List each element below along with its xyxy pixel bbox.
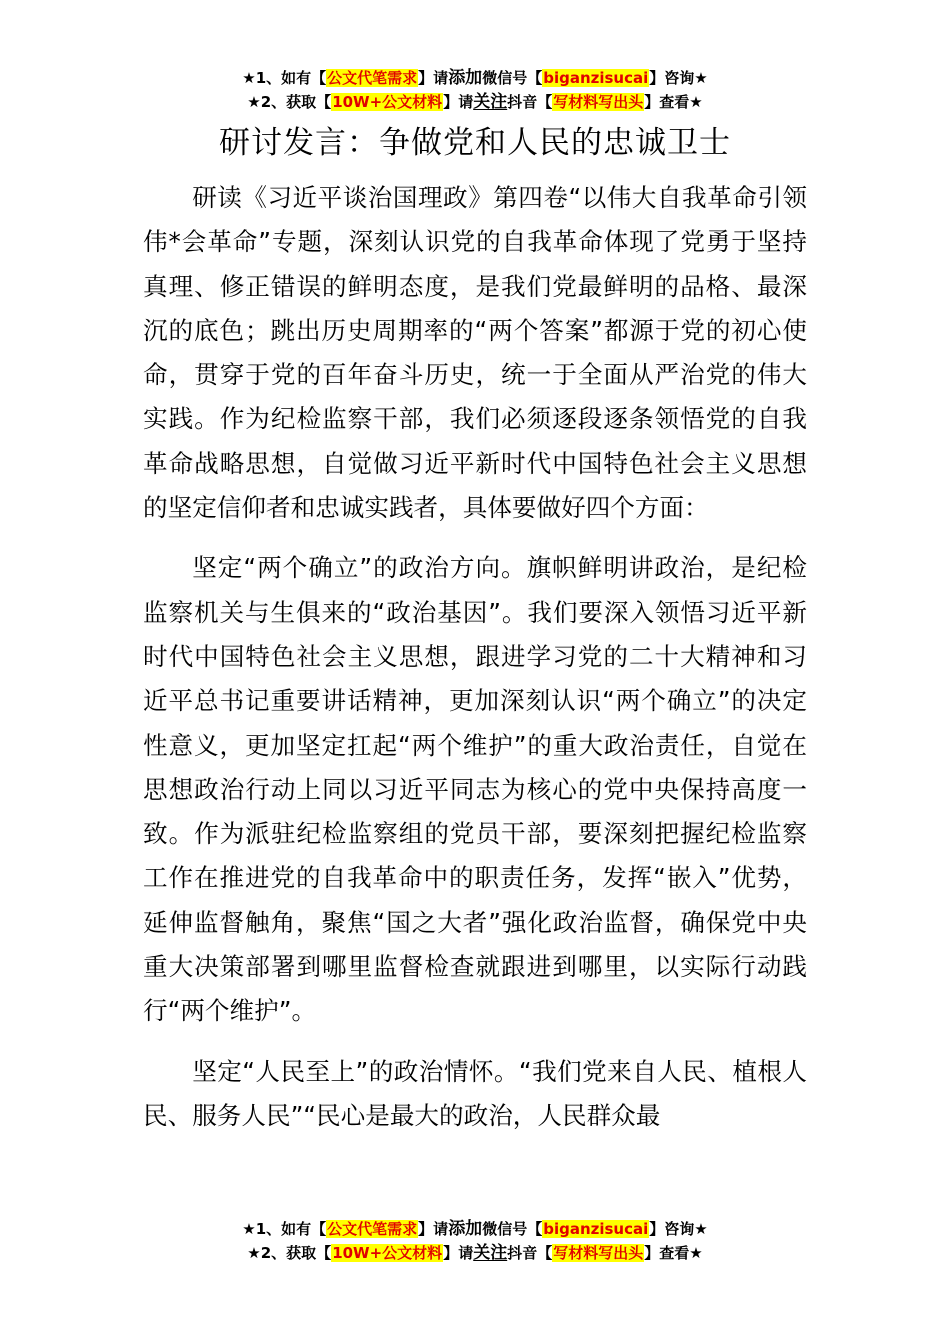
banner-line-2 <box>0 90 950 114</box>
top-banner <box>0 66 950 114</box>
banner-text: 】请 <box>418 69 449 87</box>
paragraph-intro: 研读《习近平谈治国理政》第四卷“以伟大自我革命引领伟*会革命”专题，深刻认识党的自我革命体现了党勇于坚持真理、修正错误的鲜明态度，是我们党最鲜明的品格、最深沉的底色；跳出历史周期率的“两个答案”都源于党的初心使命，贯穿于党的百年奋斗历史，统一于全面从严治党的伟大实践。作为纪检监察干部，我们必须逐段逐条领悟党的自我革命战略思想，自觉做习近平新时代中国特色社会主义思想的坚定信仰者和忠诚实践者，具体要做好四个方面： <box>143 183 807 523</box>
highlight-douyin-account: 写材料写出头 <box>553 93 644 111</box>
highlight-wechat-id: biganzisucai <box>543 69 649 87</box>
banner-emphasis: 关注 <box>473 92 508 112</box>
banner-text: 1、如有【 <box>255 1220 327 1238</box>
bottom-banner <box>0 1217 950 1265</box>
star-icon: ★ <box>247 93 261 111</box>
banner-line-2 <box>0 1241 950 1265</box>
banner-emphasis: 添加 <box>448 68 483 88</box>
star-icon: ★ <box>694 69 708 87</box>
banner-line-1 <box>0 1217 950 1241</box>
paragraph-people-first: 坚定“人民至上”的政治情怀。“我们党来自人民、植根人民、服务人民”“民心是最大的政治，人民群众最 <box>143 1056 807 1130</box>
banner-text: 抖音【 <box>507 93 553 111</box>
banner-text: 】查看 <box>644 93 690 111</box>
highlight-service: 公文代笔需求 <box>327 1220 418 1238</box>
banner-text: 】咨询 <box>649 1220 695 1238</box>
star-icon: ★ <box>242 1220 256 1238</box>
highlight-materials: 10W+公文材料 <box>332 1244 443 1262</box>
banner-line-1 <box>0 66 950 90</box>
banner-text: 2、获取【 <box>260 1244 332 1262</box>
star-icon: ★ <box>689 93 703 111</box>
banner-text: 】请 <box>443 1244 474 1262</box>
highlight-service: 公文代笔需求 <box>327 69 418 87</box>
star-icon: ★ <box>694 1220 708 1238</box>
highlight-materials: 10W+公文材料 <box>332 93 443 111</box>
star-icon: ★ <box>247 1244 261 1262</box>
paragraph-two-establishments: 坚定“两个确立”的政治方向。旗帜鲜明讲政治，是纪检监察机关与生俱来的“政治基因”。我们要深入领悟习近平新时代中国特色社会主义思想，跟进学习党的二十大精神和习近平总书记重要讲话精神，更加深刻认识“两个确立”的决定性意义，更加坚定扛起“两个维护”的重大政治责任，自觉在思想政治行动上同以习近平同志为核心的党中央保持高度一致。作为派驻纪检监察组的党员干部，要深刻把握纪检监察工作在推进党的自我革命中的职责任务，发挥“嵌入”优势，延伸监督触角，聚焦“国之大者”强化政治监督，确保党中央重大决策部署到哪里监督检查就跟进到哪里，以实际行动践行“两个维护”。 <box>143 553 807 1026</box>
banner-text: 】查看 <box>644 1244 690 1262</box>
star-icon: ★ <box>242 69 256 87</box>
banner-text: 】请 <box>418 1220 449 1238</box>
banner-text: 】请 <box>443 93 474 111</box>
highlight-douyin-account: 写材料写出头 <box>553 1244 644 1262</box>
banner-emphasis: 添加 <box>448 1219 483 1239</box>
document-body <box>143 176 807 1138</box>
banner-emphasis: 关注 <box>473 1243 508 1263</box>
banner-text: 1、如有【 <box>255 69 327 87</box>
banner-text: 微信号【 <box>482 69 543 87</box>
star-icon: ★ <box>689 1244 703 1262</box>
banner-text: 】咨询 <box>649 69 695 87</box>
banner-text: 抖音【 <box>507 1244 553 1262</box>
highlight-wechat-id: biganzisucai <box>543 1220 649 1238</box>
banner-text: 2、获取【 <box>260 93 332 111</box>
document-title: 研讨发言：争做党和人民的忠诚卫士 <box>219 125 731 161</box>
banner-text: 微信号【 <box>482 1220 543 1238</box>
